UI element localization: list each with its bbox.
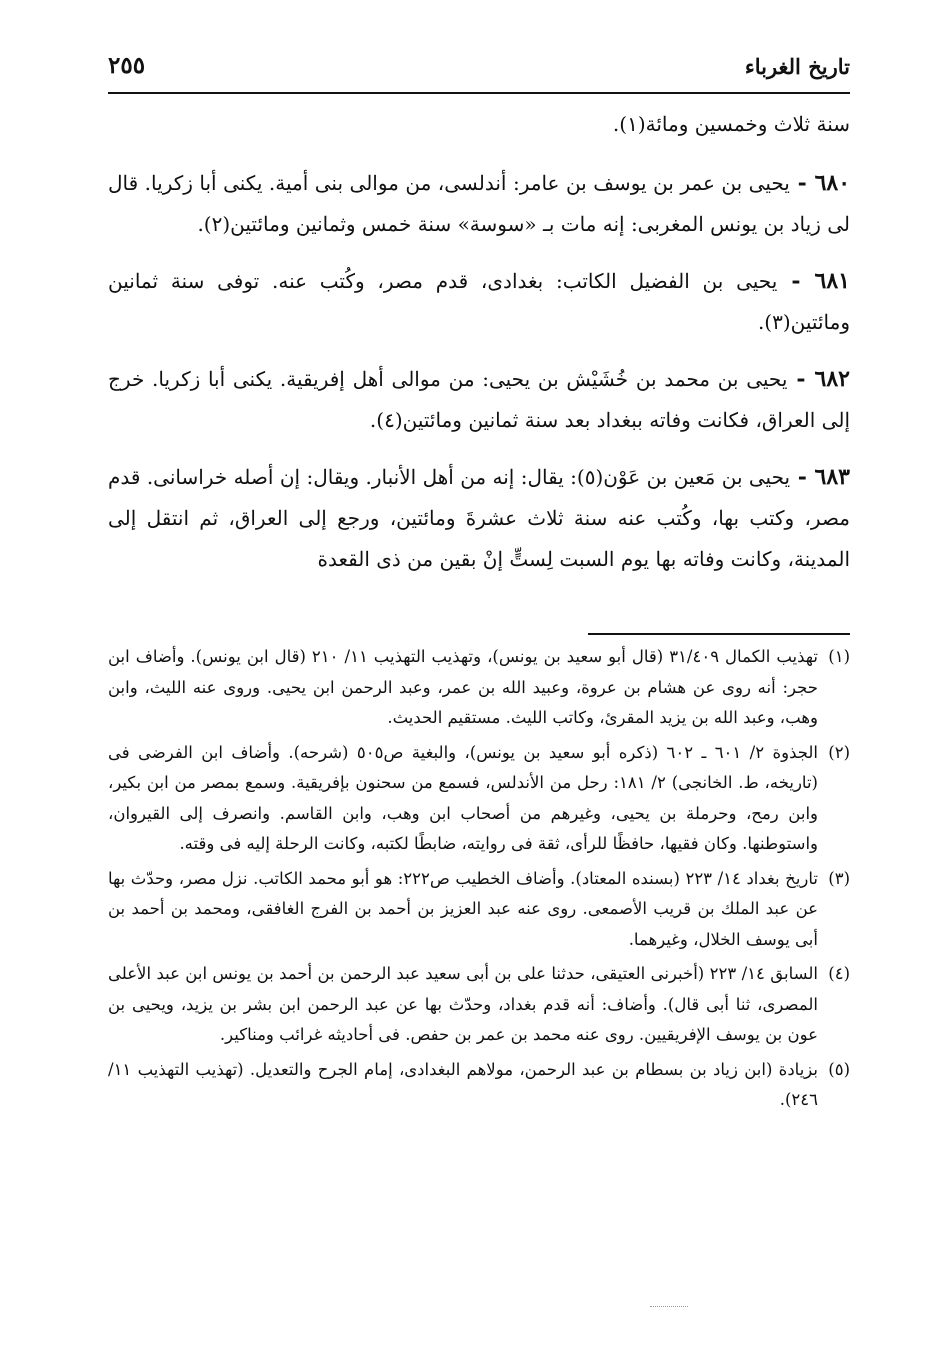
footnote-4 [108,959,850,1051]
scan-mark [650,1306,688,1307]
entry-text: يحيى بن مَعين بن عَوْن(٥): يقال: إنه من أهل الأنبار. ويقال: إن أصله خراسانى. قدم مصر، وكتب بها، وكُتب عنه سنة ثلاث عشرةَ ومائتين، ورجع إلى العراق، ثم انتقل إلى المدينة، وكانت وفاته بها يوم السبت لِستٍّ إنْ بقين من ذى القعدة [108,465,850,571]
footnote-5 [108,1055,850,1116]
entry-number: ٦٨١ [814,268,850,294]
entry-680: ٦٨٠ - يحيى بن عمر بن يوسف بن عامر: أندلسى، من موالى بنى أمية. يكنى أبا زكريا. قال لى زياد بن يونس المغربى: إنه مات بـ «سوسة» سنة خمس وثمانين ومائتين(٢). [108,170,851,236]
entry-text: يحيى بن عمر بن يوسف بن عامر: أندلسى، من موالى بنى أمية. يكنى أبا زكريا. قال لى زياد بن يونس المغربى: إنه مات بـ «سوسة» سنة خمس وثمانين ومائتين(٢). [108,171,850,236]
entry-text: يحيى بن محمد بن خُشَيْش بن يحيى: من موالى أهل إفريقية. يكنى أبا زكريا. خرج إلى العراق، فكانت وفاته ببغداد بعد سنة ثمانين ومائتين(٤). [108,367,850,432]
footnote-2 [108,738,850,860]
footnote-marker: (١) [828,647,850,666]
footnote-text: تهذيب الكمال ٣١/٤٠٩ (قال أبو سعيد بن يونس)، وتهذيب التهذيب ١١/ ٢١٠ (قال ابن يونس). وأضاف ابن حجر: أنه روى عن هشام بن عروة، وعبيد الله بن عمر، وعبد الرحمن ابن يحيى. وروى عنه الليث، وابن وهب، وعبد الله بن يزيد المقرئ، وكاتب الليث. مستقيم الحديث. [108,647,818,727]
entry-681: ٦٨١ - يحيى بن الفضيل الكاتب: بغدادى، قدم مصر، وكُتب عنه. توفى سنة ثمانين ومائتين(٣). [108,268,850,334]
footnote-marker: (٤) [828,964,850,983]
entry-number: ٦٨٠ [814,170,851,196]
entry-682: ٦٨٢ - يحيى بن محمد بن خُشَيْش بن يحيى: من موالى أهل إفريقية. يكنى أبا زكريا. خرج إلى العراق، فكانت وفاته ببغداد بعد سنة ثمانين ومائتين(٤). [108,366,850,432]
page-header [108,50,850,94]
footnote-marker: (٢) [828,742,850,762]
page-number: ٢٥٥ [108,52,146,79]
footnotes [108,642,850,1120]
entry-text: يحيى بن الفضيل الكاتب: بغدادى، قدم مصر، وكُتب عنه. توفى سنة ثمانين ومائتين(٣). [108,269,850,334]
continuation-paragraph: سنة ثلاث وخمسين ومائة(١). [612,112,850,136]
entry-number: ٦٨٣ [814,464,850,490]
footnote-marker: (٣) [828,868,850,888]
running-title: تاريخ الغرباء [744,54,850,79]
footnote-text: الجذوة ٢/ ٦٠١ ـ ٦٠٢ (ذكره أبو سعيد بن يونس)، والبغية ص٥٠٥ (شرحه). وأضاف ابن الفرضى فى (تاريخه، ط. الخانجى) ٢/ ١٨١: رحل من الأندلس، فسمع من سحنون بإفريقية. وسمع بمصر من ابن بكير، وابن رمح، وحرملة بن يحيى، وغيرهم من أصحاب ابن وهب، وابن القاسم. وانصرف إلى القيروان، واستوطنها. وكان فقيها، حافظًا للرأى، ثقة فى روايته، ضابطًا لكتبه، وكانت الرحلة إليه فى وقته. [108,742,819,853]
main-text [108,104,850,596]
entry-683: ٦٨٣ - يحيى بن مَعين بن عَوْن(٥): يقال: إنه من أهل الأنبار. ويقال: إن أصله خراسانى. قدم مصر، وكتب بها، وكُتب عنه سنة ثلاث عشرةَ ومائتين، ورجع إلى العراق، ثم انتقل إلى المدينة، وكانت وفاته بها يوم السبت لِستٍّ إنْ بقين من ذى القعدة [108,464,850,571]
footnote-text: تاريخ بغداد ١٤/ ٢٢٣ (بسنده المعتاد). وأضاف الخطيب ص٢٢٢: هو أبو محمد الكاتب. نزل مصر، وحدّث بها عن عبد الملك بن قريب الأصمعى. روى عنه عبد العزيز بن أحمد بن الفرج الغافقى، ومحمد بن أحمد بن أبى يوسف الخلال، وغيرهما. [108,868,818,949]
footnote-3 [108,864,850,956]
footnote-1 [108,642,850,734]
footnote-separator [588,633,850,635]
entry-number: ٦٨٢ [814,366,850,392]
footnote-text: بزيادة (ابن زياد بن بسطام بن عبد الرحمن، مولاهم البغدادى، إمام الجرح والتعديل. (تهذيب التهذيب ١١/ ٢٤٦). [108,1059,818,1109]
footnote-marker: (٥) [828,1059,850,1079]
footnote-text: السابق ١٤/ ٢٢٣ (أخبرنى العتيقى، حدثنا على بن أبى سعيد عبد الرحمن بن أحمد بن يونس ابن عبد الأعلى المصرى، ثنا أبى قال). وأضاف: أنه قدم بغداد، وحدّث بها عن عبد الرحمن ابن بشر بن يزيد، ويحيى بن عون بن يوسف الإفريقيين. روى عنه محمد بن عمر بن حفص. فى أحاديثه غرائب ومناكير. [108,964,818,1044]
